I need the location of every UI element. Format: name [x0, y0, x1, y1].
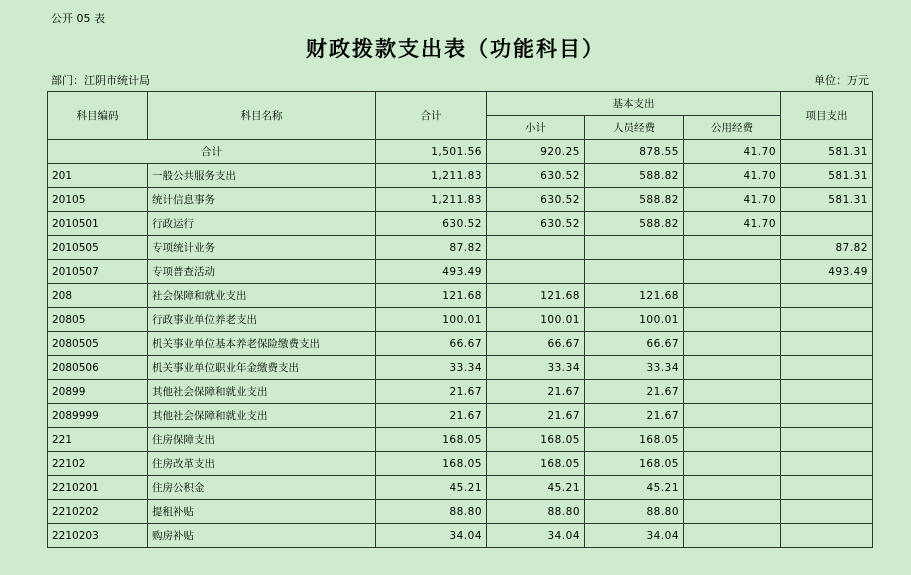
- row-personnel: 100.01: [585, 308, 684, 332]
- row-personnel: 588.82: [585, 188, 684, 212]
- row-personnel: 588.82: [585, 212, 684, 236]
- row-subtotal: 168.05: [487, 428, 585, 452]
- row-code: 221: [48, 428, 148, 452]
- row-project: [781, 356, 873, 380]
- total-label: 合计: [48, 140, 376, 164]
- row-subtotal: 21.67: [487, 404, 585, 428]
- total-subtotal: 920.25: [487, 140, 585, 164]
- row-public: 41.70: [684, 212, 781, 236]
- row-name: 专项统计业务: [148, 236, 376, 260]
- header-code: 科目编码: [48, 92, 148, 140]
- table-row: [48, 236, 873, 260]
- row-code: 20899: [48, 380, 148, 404]
- row-name: 住房公积金: [148, 476, 376, 500]
- row-project: [781, 428, 873, 452]
- row-project: [781, 284, 873, 308]
- row-subtotal: 630.52: [487, 164, 585, 188]
- row-code: 2089999: [48, 404, 148, 428]
- row-project: 581.31: [781, 188, 873, 212]
- form-number: 公开 05 表: [51, 12, 105, 25]
- row-public: [684, 308, 781, 332]
- row-personnel: 168.05: [585, 428, 684, 452]
- row-public: [684, 452, 781, 476]
- header-total: 合计: [376, 92, 487, 140]
- row-personnel: 66.67: [585, 332, 684, 356]
- row-name: 提租补贴: [148, 500, 376, 524]
- row-personnel: 168.05: [585, 452, 684, 476]
- row-code: 2080505: [48, 332, 148, 356]
- row-name: 住房保障支出: [148, 428, 376, 452]
- row-project: [781, 404, 873, 428]
- row-public: [684, 236, 781, 260]
- table-row: [48, 332, 873, 356]
- table-row: [48, 212, 873, 236]
- row-total: 33.34: [376, 356, 487, 380]
- row-code: 2210203: [48, 524, 148, 548]
- table-row: [48, 452, 873, 476]
- total-public: 41.70: [684, 140, 781, 164]
- row-name: 一般公共服务支出: [148, 164, 376, 188]
- row-project: [781, 452, 873, 476]
- table-row: [48, 284, 873, 308]
- header-subtotal: 小计: [487, 116, 585, 140]
- row-total: 21.67: [376, 404, 487, 428]
- row-total: 88.80: [376, 500, 487, 524]
- table-row: [48, 308, 873, 332]
- row-personnel: [585, 236, 684, 260]
- row-public: [684, 476, 781, 500]
- total-personnel: 878.55: [585, 140, 684, 164]
- row-subtotal: 100.01: [487, 308, 585, 332]
- row-total: 1,211.83: [376, 164, 487, 188]
- row-personnel: [585, 260, 684, 284]
- table-row: [48, 428, 873, 452]
- row-project: 581.31: [781, 164, 873, 188]
- row-name: 住房改革支出: [148, 452, 376, 476]
- row-code: 2210202: [48, 500, 148, 524]
- row-subtotal: [487, 236, 585, 260]
- row-subtotal: [487, 260, 585, 284]
- row-subtotal: 45.21: [487, 476, 585, 500]
- row-name: 专项普查活动: [148, 260, 376, 284]
- header-public: 公用经费: [684, 116, 781, 140]
- row-code: 208: [48, 284, 148, 308]
- table-row: [48, 476, 873, 500]
- table-row: [48, 164, 873, 188]
- row-project: [781, 476, 873, 500]
- row-code: 2010501: [48, 212, 148, 236]
- total-total: 1,501.56: [376, 140, 487, 164]
- row-subtotal: 66.67: [487, 332, 585, 356]
- row-subtotal: 88.80: [487, 500, 585, 524]
- row-total: 34.04: [376, 524, 487, 548]
- row-total: 66.67: [376, 332, 487, 356]
- row-name: 行政事业单位养老支出: [148, 308, 376, 332]
- row-code: 201: [48, 164, 148, 188]
- page-title: 财政拨款支出表（功能科目）: [306, 36, 605, 61]
- total-row: [48, 140, 873, 164]
- row-public: [684, 404, 781, 428]
- row-total: 45.21: [376, 476, 487, 500]
- unit-label: 单位：万元: [814, 74, 869, 87]
- table-row: [48, 260, 873, 284]
- header-basic: 基本支出: [487, 92, 781, 116]
- row-public: 41.70: [684, 164, 781, 188]
- table-row: [48, 524, 873, 548]
- row-subtotal: 630.52: [487, 188, 585, 212]
- row-name: 其他社会保障和就业支出: [148, 404, 376, 428]
- row-project: [781, 500, 873, 524]
- total-project: 581.31: [781, 140, 873, 164]
- row-total: 121.68: [376, 284, 487, 308]
- row-public: [684, 260, 781, 284]
- row-code: 20805: [48, 308, 148, 332]
- header-name: 科目名称: [148, 92, 376, 140]
- row-subtotal: 34.04: [487, 524, 585, 548]
- row-total: 100.01: [376, 308, 487, 332]
- row-project: [781, 332, 873, 356]
- row-total: 87.82: [376, 236, 487, 260]
- row-code: 2010505: [48, 236, 148, 260]
- row-subtotal: 21.67: [487, 380, 585, 404]
- department-label: 部门：江阴市统计局: [51, 74, 150, 87]
- row-public: [684, 380, 781, 404]
- expenditure-table: [47, 91, 873, 548]
- table-row: [48, 356, 873, 380]
- row-project: [781, 308, 873, 332]
- table-row: [48, 188, 873, 212]
- row-name: 机关事业单位职业年金缴费支出: [148, 356, 376, 380]
- row-subtotal: 33.34: [487, 356, 585, 380]
- row-code: 22102: [48, 452, 148, 476]
- row-total: 168.05: [376, 452, 487, 476]
- row-name: 其他社会保障和就业支出: [148, 380, 376, 404]
- row-total: 630.52: [376, 212, 487, 236]
- row-subtotal: 168.05: [487, 452, 585, 476]
- header-project: 项目支出: [781, 92, 873, 140]
- row-name: 社会保障和就业支出: [148, 284, 376, 308]
- row-project: 493.49: [781, 260, 873, 284]
- table-row: [48, 380, 873, 404]
- row-name: 购房补贴: [148, 524, 376, 548]
- row-project: [781, 380, 873, 404]
- row-project: 87.82: [781, 236, 873, 260]
- row-public: [684, 332, 781, 356]
- row-personnel: 88.80: [585, 500, 684, 524]
- row-personnel: 45.21: [585, 476, 684, 500]
- row-total: 168.05: [376, 428, 487, 452]
- row-code: 2080506: [48, 356, 148, 380]
- row-public: [684, 284, 781, 308]
- row-subtotal: 630.52: [487, 212, 585, 236]
- row-public: [684, 524, 781, 548]
- row-project: [781, 212, 873, 236]
- row-personnel: 21.67: [585, 404, 684, 428]
- row-name: 统计信息事务: [148, 188, 376, 212]
- row-public: [684, 428, 781, 452]
- table-row: [48, 404, 873, 428]
- row-public: [684, 500, 781, 524]
- row-personnel: 34.04: [585, 524, 684, 548]
- row-total: 21.67: [376, 380, 487, 404]
- row-personnel: 21.67: [585, 380, 684, 404]
- row-personnel: 121.68: [585, 284, 684, 308]
- row-personnel: 33.34: [585, 356, 684, 380]
- row-code: 2010507: [48, 260, 148, 284]
- row-name: 行政运行: [148, 212, 376, 236]
- row-public: 41.70: [684, 188, 781, 212]
- row-name: 机关事业单位基本养老保险缴费支出: [148, 332, 376, 356]
- row-code: 20105: [48, 188, 148, 212]
- header-personnel: 人员经费: [585, 116, 684, 140]
- row-code: 2210201: [48, 476, 148, 500]
- row-public: [684, 356, 781, 380]
- row-total: 493.49: [376, 260, 487, 284]
- row-personnel: 588.82: [585, 164, 684, 188]
- row-subtotal: 121.68: [487, 284, 585, 308]
- row-total: 1,211.83: [376, 188, 487, 212]
- row-project: [781, 524, 873, 548]
- table-row: [48, 500, 873, 524]
